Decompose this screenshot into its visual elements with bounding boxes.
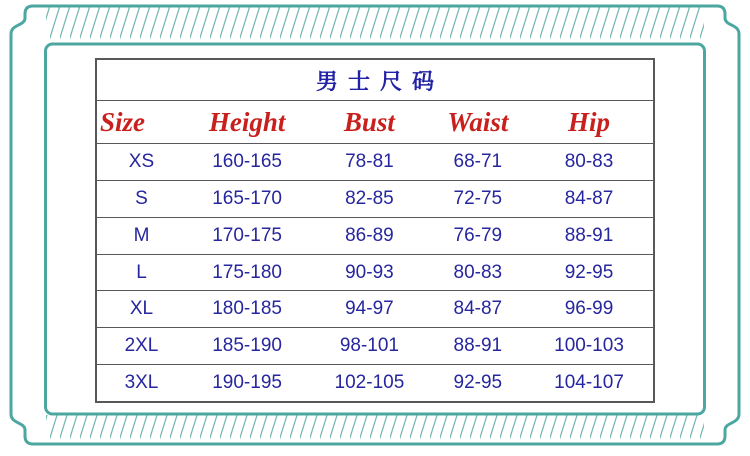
table-row <box>97 255 653 292</box>
waist-value: 76-79 <box>453 224 503 246</box>
size-chart-table <box>95 58 655 403</box>
bust-value: 78-81 <box>345 150 394 172</box>
height-value: 185-190 <box>212 335 282 357</box>
header-size: Size <box>100 106 146 137</box>
size-value: 3XL <box>124 372 159 394</box>
table-row <box>97 328 653 365</box>
waist-value: 88-91 <box>453 335 503 357</box>
table-title <box>97 60 653 101</box>
bust-value: 82-85 <box>345 187 394 209</box>
bust-value: 90-93 <box>345 261 394 283</box>
bust-value: 94-97 <box>345 298 394 320</box>
height-value: 175-180 <box>212 261 282 283</box>
header-bust: Bust <box>343 106 395 137</box>
hip-value: 80-83 <box>564 150 614 172</box>
height-value: 190-195 <box>212 372 282 394</box>
table-row <box>97 291 653 328</box>
table-header-row <box>97 101 653 144</box>
height-value: 165-170 <box>212 187 282 209</box>
hip-value: 104-107 <box>554 372 624 394</box>
header-height: Height <box>208 106 286 137</box>
hip-value: 92-95 <box>564 261 614 283</box>
waist-value: 92-95 <box>453 372 503 394</box>
hatch-band-top <box>46 7 704 43</box>
height-value: 160-165 <box>212 150 282 172</box>
header-hip: Hip <box>568 106 611 137</box>
table-title-text: 男士尺码 <box>315 68 444 94</box>
header-waist: Waist <box>447 106 509 137</box>
bust-value: 98-101 <box>339 335 399 357</box>
waist-value: 68-71 <box>453 150 503 172</box>
hip-value: 100-103 <box>554 335 624 357</box>
height-value: 170-175 <box>212 224 282 246</box>
size-value: S <box>135 187 148 209</box>
table-row <box>97 144 653 181</box>
table-row <box>97 365 653 401</box>
size-value: L <box>136 261 147 283</box>
table-row <box>97 218 653 255</box>
hatch-band-bottom <box>46 415 704 442</box>
height-value: 180-185 <box>212 298 282 320</box>
size-value: XL <box>129 298 154 320</box>
bust-value: 86-89 <box>345 224 394 246</box>
waist-value: 84-87 <box>453 298 503 320</box>
size-value: XS <box>128 150 155 172</box>
waist-value: 72-75 <box>453 187 503 209</box>
table-row <box>97 181 653 218</box>
bust-value: 102-105 <box>334 372 405 394</box>
size-value: 2XL <box>124 335 159 357</box>
waist-value: 80-83 <box>453 261 503 283</box>
hip-value: 88-91 <box>564 224 614 246</box>
size-value: M <box>133 224 150 246</box>
hip-value: 96-99 <box>564 298 614 320</box>
hip-value: 84-87 <box>564 187 614 209</box>
